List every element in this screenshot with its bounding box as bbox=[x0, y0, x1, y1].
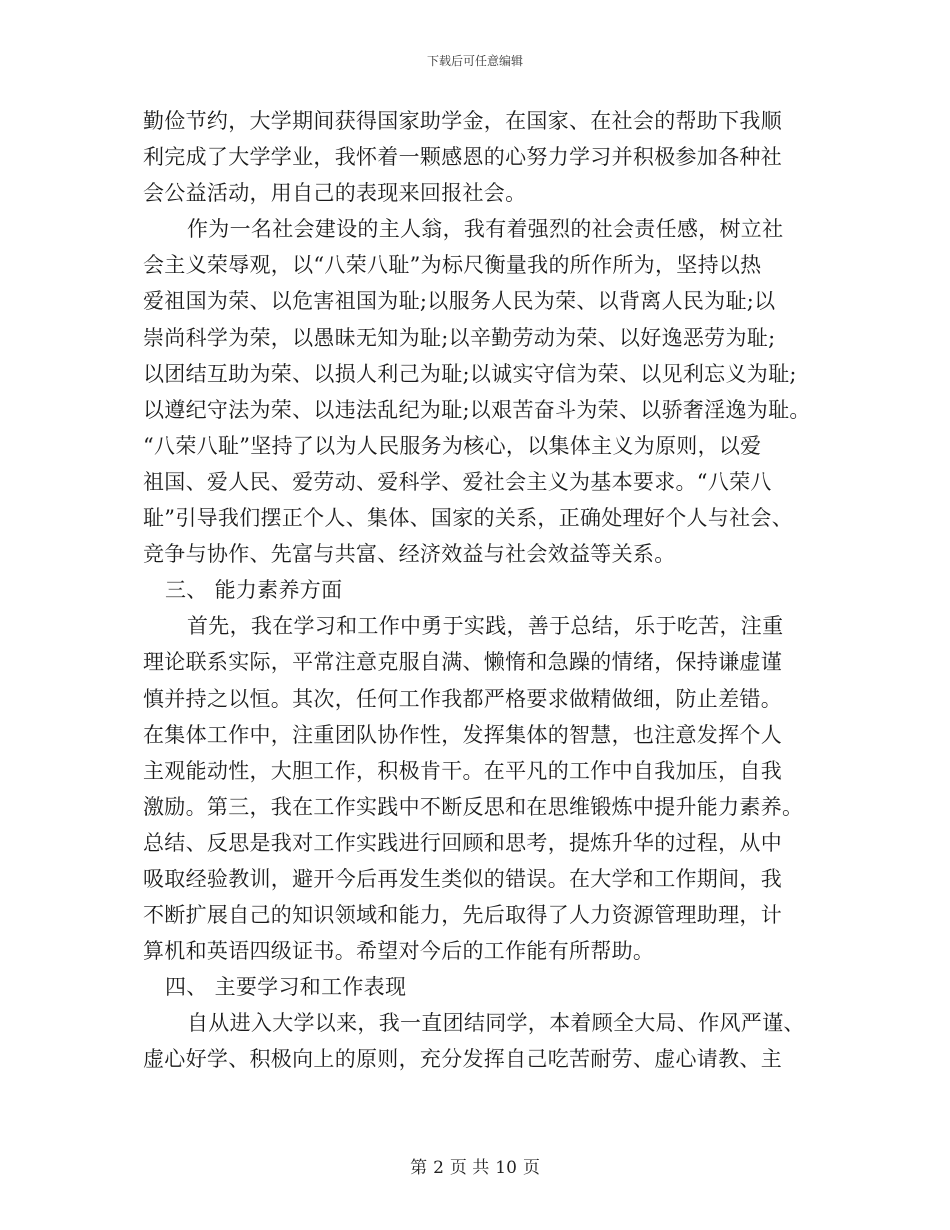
text-line: 算机和英语四级证书。希望对今后的工作能有所帮助。 bbox=[143, 939, 655, 964]
page-total: 10 bbox=[495, 1158, 517, 1178]
text-line: 祖国、爱人民、爱劳动、爱科学、爱社会主义为基本要求。“八荣八 bbox=[143, 469, 772, 494]
text-line: 慎并持之以恒。其次，任何工作我都严格要求做精做细，防止差错。 bbox=[143, 686, 782, 711]
text-line: 勤俭节约，大学期间获得国家助学金，在国家、在社会的帮助下我顺 bbox=[143, 109, 782, 133]
text-line: 会公益活动，用自己的表现来回报社会。 bbox=[143, 181, 527, 206]
paragraph-start-line: 首先，我在学习和工作中勇于实践，善于总结，乐于吃苦，注重 bbox=[187, 614, 784, 639]
text-line: 会主义荣辱观，以“八荣八耻”为标尺衡量我的所作所为，坚持以热 bbox=[143, 253, 762, 278]
text-line: 理论联系实际，平常注意克服自满、懒惰和急躁的情绪，保持谦虚谨 bbox=[143, 650, 782, 675]
page-suffix: 页 bbox=[522, 1158, 540, 1178]
text-line: 激励。第三，我在工作实践中不断反思和在思维锻炼中提升能力素养。 bbox=[143, 794, 804, 819]
text-line: 以团结互助为荣、以损人利己为耻;以诚实守信为荣、以见利忘义为耻; bbox=[143, 361, 797, 386]
paragraph-start-line: 自从进入大学以来，我一直团结同学，本着顾全大局、作风严谨、 bbox=[187, 1011, 805, 1036]
paragraph-start-line: 作为一名社会建设的主人翁，我有着强烈的社会责任感，树立社 bbox=[187, 217, 784, 242]
text-line: 不断扩展自己的知识领域和能力，先后取得了人力资源管理助理，计 bbox=[143, 903, 782, 928]
text-line: 在集体工作中，注重团队协作性，发挥集体的智慧，也注意发挥个人 bbox=[143, 722, 782, 747]
text-line: 崇尚科学为荣，以愚昧无知为耻;以辛勤劳动为荣、以好逸恶劳为耻; bbox=[143, 325, 776, 350]
section-heading: 三、 能力素养方面 bbox=[165, 578, 343, 603]
text-line: 虚心好学、积极向上的原则，充分发挥自己吃苦耐劳、虚心请教、主 bbox=[143, 1047, 782, 1072]
text-line: 主观能动性，大胆工作，积极肯干。在平凡的工作中自我加压，自我 bbox=[143, 758, 782, 783]
text-line: 吸取经验教训，避开今后再发生类似的错误。在大学和工作期间，我 bbox=[143, 866, 782, 891]
page-middle: 页 共 bbox=[449, 1158, 490, 1178]
page-prefix: 第 bbox=[410, 1158, 428, 1178]
text-line: 耻”引导我们摆正个人、集体、国家的关系，正确处理好个人与社会、 bbox=[143, 506, 794, 531]
text-line: “八荣八耻”坚持了以为人民服务为核心，以集体主义为原则，以爱 bbox=[143, 433, 762, 458]
document-body bbox=[143, 103, 823, 1078]
section-heading: 四、 主要学习和工作表现 bbox=[165, 975, 407, 1000]
page-header-note: 下载后可任意编辑 bbox=[426, 54, 523, 68]
page-number: 2 bbox=[433, 1158, 444, 1178]
text-line: 总结、反思是我对工作实践进行回顾和思考，提炼升华的过程，从中 bbox=[143, 830, 782, 855]
text-line: 以遵纪守法为荣、以违法乱纪为耻;以艰苦奋斗为荣、以骄奢淫逸为耻。 bbox=[143, 397, 811, 422]
text-line: 利完成了大学学业，我怀着一颗感恩的心努力学习并积极参加各种社 bbox=[143, 145, 782, 170]
page-footer bbox=[0, 1153, 950, 1178]
text-line: 竞争与协作、先富与共富、经济效益与社会效益等关系。 bbox=[143, 542, 676, 567]
text-line: 爱祖国为荣、以危害祖国为耻;以服务人民为荣、以背离人民为耻;以 bbox=[143, 289, 776, 314]
